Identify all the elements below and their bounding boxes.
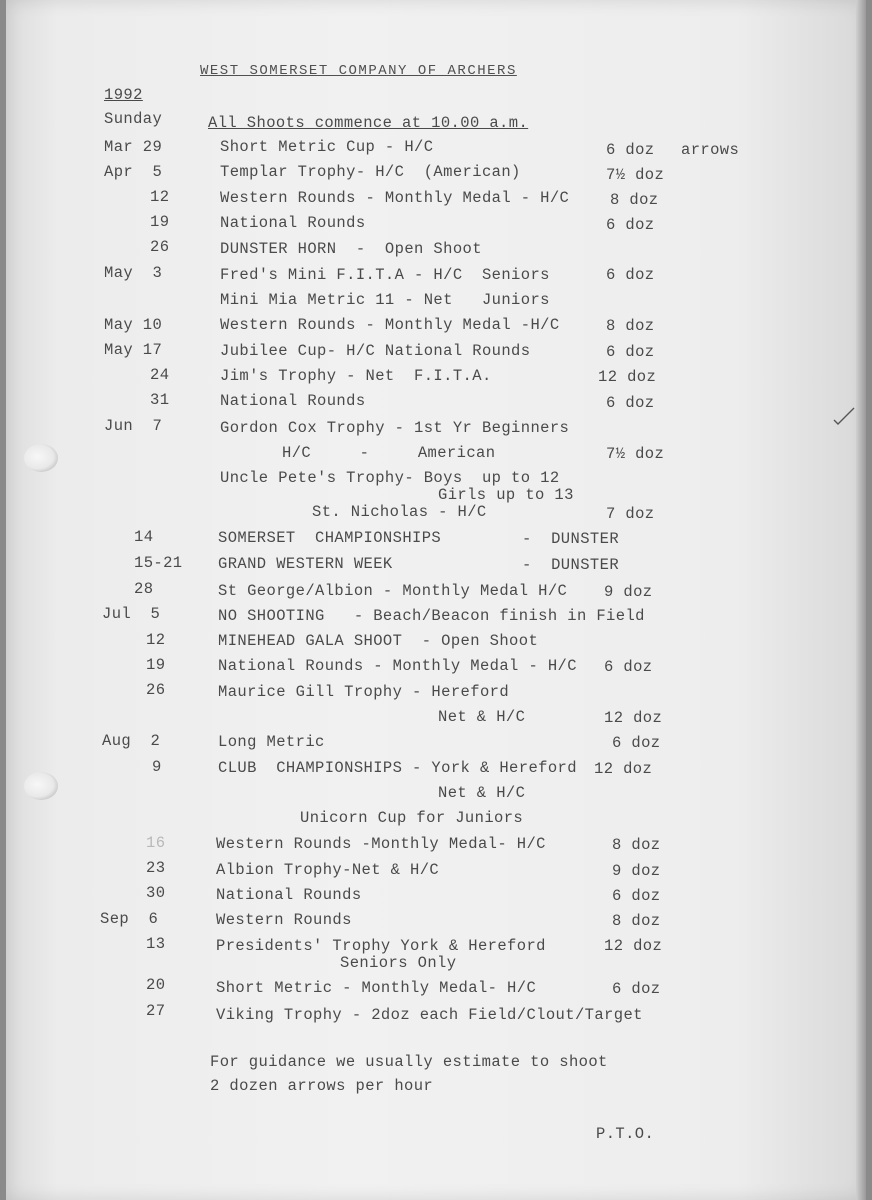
event-cell: NO SHOOTING - Beach/Beacon finish in Field (218, 607, 645, 625)
event-cell: National Rounds (216, 886, 362, 904)
event-cell: Net & H/C (438, 784, 526, 802)
event-cell: Templar Trophy- H/C (American) (220, 163, 521, 181)
please-turn-over: P.T.O. (596, 1125, 655, 1143)
date-cell: 12 (146, 631, 166, 649)
date-cell: 31 (150, 391, 170, 409)
check-mark-icon (832, 406, 856, 426)
date-cell: 19 (150, 213, 170, 231)
event-cell: Maurice Gill Trophy - Hereford (218, 683, 510, 701)
quantity-cell: 6 doz (606, 394, 655, 412)
event-cell: Albion Trophy-Net & H/C (216, 861, 440, 879)
quantity-cell: 6 doz (612, 887, 661, 905)
date-cell: 30 (146, 884, 166, 902)
event-cell: DUNSTER HORN - Open Shoot (220, 240, 482, 258)
quantity-cell: 6 doz (606, 343, 655, 361)
punch-hole (24, 772, 58, 800)
event-cell: Long Metric (218, 733, 325, 751)
event-cell: Fred's Mini F.I.T.A - H/C Seniors (220, 266, 550, 284)
date-cell: 20 (146, 976, 166, 994)
date-cell: 9 (152, 758, 162, 776)
date-cell: May 17 (104, 341, 163, 359)
punch-hole (24, 444, 58, 472)
event-cell: Uncle Pete's Trophy- Boys up to 12 (220, 469, 560, 487)
date-cell: 13 (146, 935, 166, 953)
event-cell: Jim's Trophy - Net F.I.T.A. (220, 367, 492, 385)
event-cell: National Rounds - Monthly Medal - H/C (218, 657, 577, 675)
event-cell: Gordon Cox Trophy - 1st Yr Beginners (220, 419, 570, 437)
quantity-cell: 6 doz (604, 658, 653, 676)
start-time-note: All Shoots commence at 10.00 a.m. (208, 114, 529, 132)
event-cell: Jubilee Cup- H/C National Rounds (220, 342, 531, 360)
venue-cell: - DUNSTER (522, 530, 620, 548)
quantity-cell: 9 doz (612, 862, 661, 880)
quantity-cell: 9 doz (604, 583, 653, 601)
event-cell: Short Metric - Monthly Medal- H/C (216, 979, 537, 997)
year-heading: 1992 (104, 86, 143, 104)
quantity-cell: 8 doz (612, 912, 661, 930)
date-cell: 16 (146, 834, 166, 852)
quantity-cell: 12 doz (604, 709, 663, 727)
date-cell: 19 (146, 656, 166, 674)
day-label: Sunday (104, 110, 163, 128)
quantity-cell: 8 doz (610, 191, 659, 209)
event-cell: Mini Mia Metric 11 - Net Juniors (220, 291, 550, 309)
event-cell: SOMERSET CHAMPIONSHIPS (218, 529, 442, 547)
quantity-cell: 12 doz (604, 937, 663, 955)
page-edge (856, 0, 866, 1200)
date-cell: Aug 2 (102, 732, 161, 750)
event-cell: National Rounds (220, 214, 366, 232)
event-cell: Short Metric Cup - H/C (220, 138, 434, 156)
document-title: WEST SOMERSET COMPANY OF ARCHERS (200, 63, 517, 79)
date-cell: 14 (134, 528, 154, 546)
date-cell: May 3 (104, 264, 163, 282)
date-cell: 23 (146, 859, 166, 877)
document-page (6, 0, 866, 1200)
event-cell: MINEHEAD GALA SHOOT - Open Shoot (218, 632, 539, 650)
quantity-cell: 12 doz (594, 760, 653, 778)
date-cell: 15-21 (134, 554, 183, 572)
event-cell: Western Rounds (216, 911, 352, 929)
date-cell: 24 (150, 366, 170, 384)
event-cell: Girls up to 13 (438, 486, 574, 504)
quantity-cell: 8 doz (612, 836, 661, 854)
quantity-cell: 12 doz (598, 368, 657, 386)
event-cell: National Rounds (220, 392, 366, 410)
date-cell: Mar 29 (104, 138, 163, 156)
event-cell: Presidents' Trophy York & Hereford (216, 937, 546, 955)
quantity-cell: 8 doz (606, 317, 655, 335)
quantity-cell: 6 doz (612, 734, 661, 752)
event-cell: Western Rounds -Monthly Medal- H/C (216, 835, 546, 853)
event-cell: CLUB CHAMPIONSHIPS - York & Hereford (218, 759, 577, 777)
event-cell: GRAND WESTERN WEEK (218, 555, 393, 573)
date-cell: Jun 7 (104, 417, 163, 435)
quantity-cell: 6 doz (606, 141, 655, 159)
date-cell: Sep 6 (100, 910, 159, 928)
event-cell: Net & H/C (438, 708, 526, 726)
event-cell: St. Nicholas - H/C (312, 503, 487, 521)
date-cell: Jul 5 (102, 605, 161, 623)
date-cell: 27 (146, 1002, 166, 1020)
event-cell: Viking Trophy - 2doz each Field/Clout/Target (216, 1006, 643, 1024)
quantity-cell: 7½ doz (606, 166, 665, 184)
guidance-note: For guidance we usually estimate to shoot (210, 1053, 608, 1071)
date-cell: Apr 5 (104, 163, 163, 181)
quantity-cell: 6 doz (612, 980, 661, 998)
event-cell: St George/Albion - Monthly Medal H/C (218, 582, 568, 600)
venue-cell: - DUNSTER (522, 556, 620, 574)
event-cell: Seniors Only (340, 954, 457, 972)
quantity-cell: 7½ doz (606, 445, 665, 463)
unit-note: arrows (681, 141, 740, 159)
quantity-cell: 6 doz (606, 216, 655, 234)
date-cell: 26 (150, 238, 170, 256)
event-cell: H/C - American (282, 444, 496, 462)
date-cell: 28 (134, 580, 154, 598)
event-cell: Unicorn Cup for Juniors (300, 809, 524, 827)
date-cell: 26 (146, 681, 166, 699)
date-cell: 12 (150, 188, 170, 206)
event-cell: Western Rounds - Monthly Medal -H/C (220, 316, 560, 334)
date-cell: May 10 (104, 316, 163, 334)
quantity-cell: 7 doz (606, 505, 655, 523)
guidance-note: 2 dozen arrows per hour (210, 1077, 434, 1095)
quantity-cell: 6 doz (606, 266, 655, 284)
event-cell: Western Rounds - Monthly Medal - H/C (220, 189, 570, 207)
